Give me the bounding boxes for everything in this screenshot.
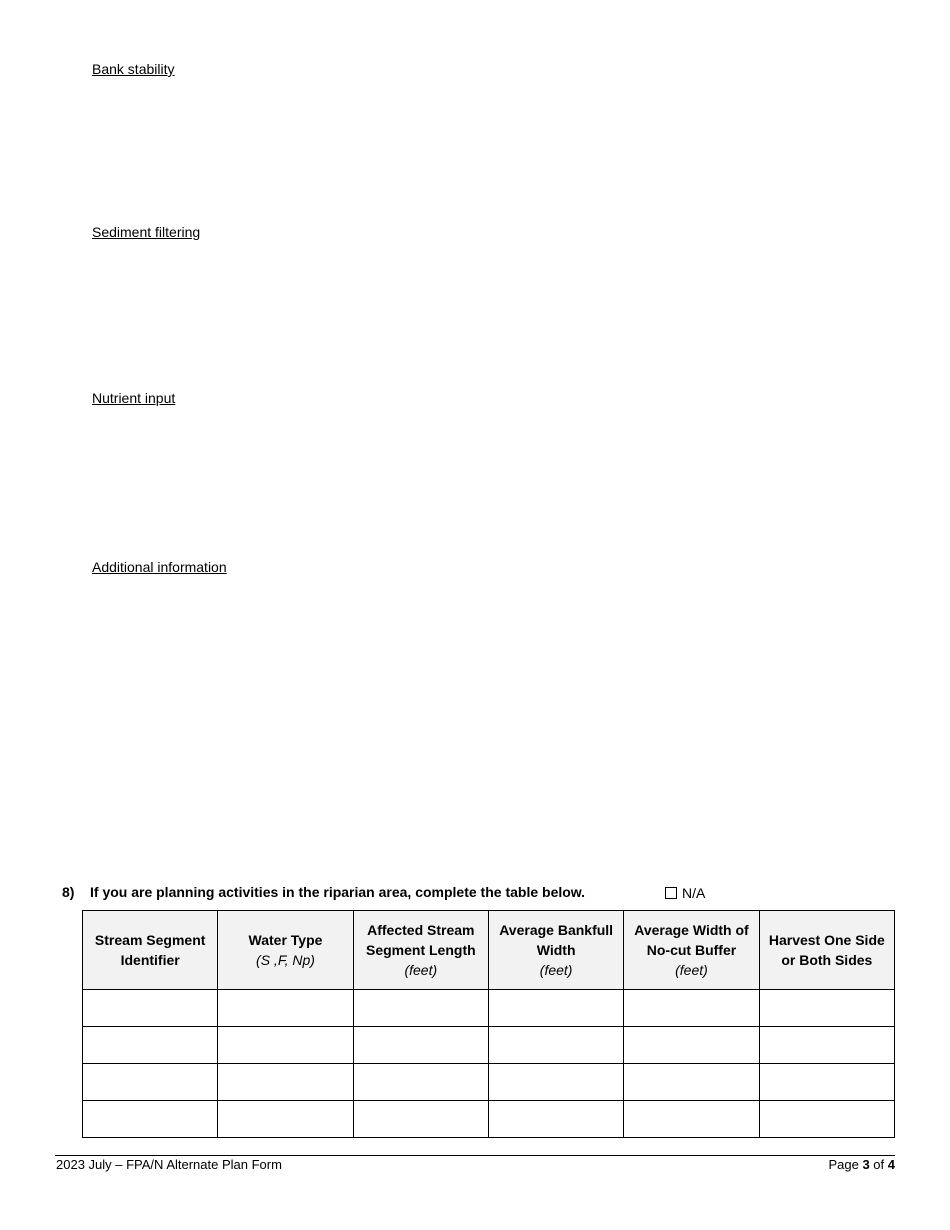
na-label: N/A bbox=[682, 885, 706, 901]
table-cell[interactable] bbox=[488, 990, 623, 1027]
table-cell[interactable] bbox=[83, 990, 218, 1027]
header-affected-stream-segment-length bbox=[353, 911, 488, 990]
page-current: 3 bbox=[862, 1157, 870, 1172]
table-cell[interactable] bbox=[488, 1027, 623, 1064]
table-row bbox=[83, 1027, 895, 1064]
table-cell[interactable] bbox=[759, 1064, 894, 1101]
footer-divider bbox=[55, 1155, 895, 1156]
table-cell[interactable] bbox=[759, 990, 894, 1027]
na-checkbox[interactable] bbox=[665, 887, 677, 899]
table-cell[interactable] bbox=[488, 1101, 623, 1138]
table-row bbox=[83, 1064, 895, 1101]
table-cell[interactable] bbox=[759, 1101, 894, 1138]
table-cell[interactable] bbox=[353, 1101, 488, 1138]
header-label: Affected Stream Segment Length bbox=[365, 922, 476, 958]
table-cell[interactable] bbox=[218, 1101, 353, 1138]
table-cell[interactable] bbox=[353, 990, 488, 1027]
table-cell[interactable] bbox=[759, 1027, 894, 1064]
table-cell[interactable] bbox=[624, 1064, 759, 1101]
header-stream-segment-identifier bbox=[83, 911, 218, 990]
header-unit: (feet) bbox=[539, 962, 573, 978]
footer-form-title: 2023 July – FPA/N Alternate Plan Form bbox=[56, 1157, 282, 1172]
table-cell[interactable] bbox=[218, 1064, 353, 1101]
table-cell[interactable] bbox=[218, 990, 353, 1027]
question-text: If you are planning activities in the riparian area, complete the table below. bbox=[90, 884, 586, 900]
header-average-bankfull-width bbox=[488, 911, 623, 990]
table-row bbox=[83, 1101, 895, 1138]
header-water-type bbox=[218, 911, 353, 990]
riparian-table bbox=[82, 910, 895, 1138]
na-option[interactable] bbox=[665, 885, 705, 902]
header-label: Harvest One Side or Both Sides bbox=[768, 932, 885, 968]
footer-page-number bbox=[828, 1157, 895, 1173]
header-label: Water Type bbox=[248, 932, 323, 948]
page-prefix: Page bbox=[828, 1157, 859, 1172]
table-cell[interactable] bbox=[83, 1027, 218, 1064]
table-cell[interactable] bbox=[353, 1027, 488, 1064]
header-label: Stream Segment Identifier bbox=[94, 932, 206, 968]
table-cell[interactable] bbox=[353, 1064, 488, 1101]
table-cell[interactable] bbox=[624, 1027, 759, 1064]
question-number: 8) bbox=[62, 884, 75, 900]
header-label: Average Bankfull Width bbox=[499, 922, 614, 958]
table-cell[interactable] bbox=[218, 1027, 353, 1064]
header-harvest-sides bbox=[759, 911, 894, 990]
page-of: of bbox=[873, 1157, 885, 1172]
table-cell[interactable] bbox=[624, 990, 759, 1027]
table-row bbox=[83, 990, 895, 1027]
section-label-bank-stability: Bank stability bbox=[92, 61, 175, 77]
table-cell[interactable] bbox=[83, 1064, 218, 1101]
page-total: 4 bbox=[887, 1157, 895, 1172]
header-unit: (S ,F, Np) bbox=[256, 952, 315, 968]
header-unit: (feet) bbox=[404, 962, 438, 978]
table-header-row bbox=[83, 911, 895, 990]
header-average-width-no-cut-buffer bbox=[624, 911, 759, 990]
header-unit: (feet) bbox=[675, 962, 708, 978]
section-label-nutrient-input: Nutrient input bbox=[92, 390, 176, 406]
header-label: Average Width of No-cut Buffer bbox=[634, 922, 749, 958]
table-cell[interactable] bbox=[488, 1064, 623, 1101]
section-label-sediment-filtering: Sediment filtering bbox=[92, 224, 201, 240]
table-cell[interactable] bbox=[624, 1101, 759, 1138]
question-8 bbox=[62, 884, 585, 901]
table-cell[interactable] bbox=[83, 1101, 218, 1138]
section-label-additional-information: Additional information bbox=[92, 559, 227, 575]
